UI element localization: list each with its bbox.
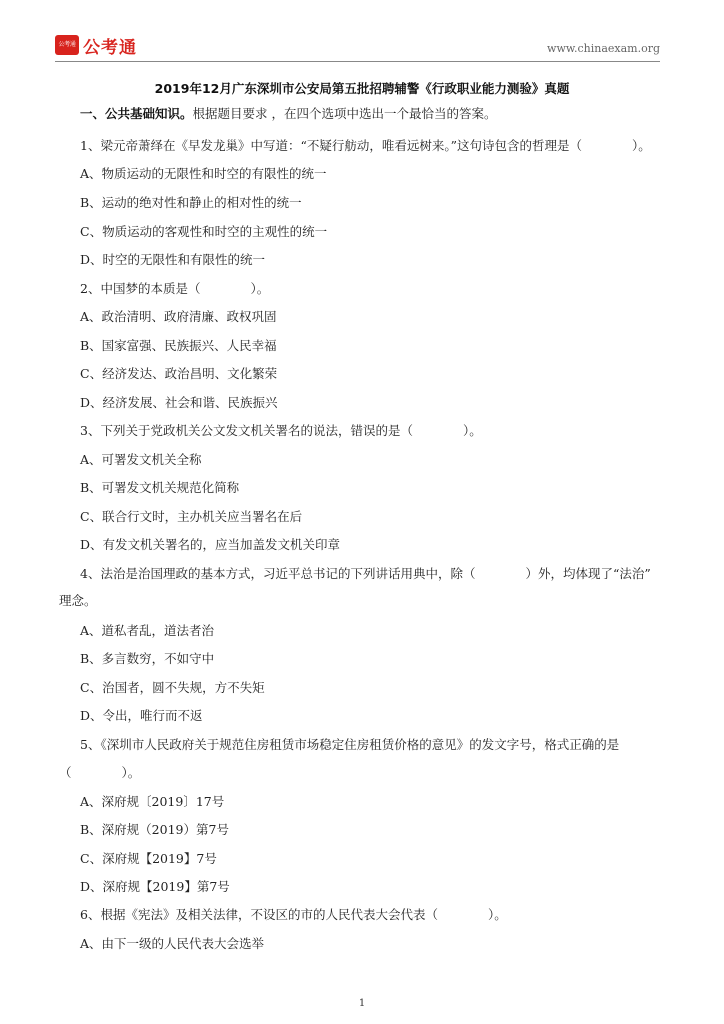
question-6-stem: 6、根据《宪法》及相关法律，不设区的市的人民代表大会代表（ ）。: [80, 907, 507, 922]
question-3-option-a: A、可署发文机关全称: [80, 452, 202, 467]
document-title: 2019年12月广东深圳市公安局第五批招聘辅警《行政职业能力测验》真题: [154, 81, 570, 96]
question-3-stem: 3、下列关于党政机关公文发文机关署名的说法，错误的是（ ）。: [80, 423, 482, 438]
question-2-option-b: B、国家富强、民族振兴、人民幸福: [80, 338, 277, 353]
question-4-option-a: A、道私者乱，道法者治: [80, 623, 215, 638]
question-2-option-a: A、政治清明、政府清廉、政权巩固: [80, 309, 277, 324]
question-2-option-c: C、经济发达、政治昌明、文化繁荣: [80, 366, 278, 381]
question-4-option-d: D、令出，唯行而不返: [80, 708, 203, 723]
question-3-option-c: C、联合行文时，主办机关应当署名在后: [80, 509, 303, 524]
question-1-option-a: A、物质运动的无限性和时空的有限性的统一: [80, 166, 327, 181]
question-5-option-a: A、深府规〔2019〕17号: [80, 794, 225, 809]
question-5-option-d: D、深府规【2019】第7号: [80, 879, 230, 894]
question-2-stem: 2、中国梦的本质是（ ）。: [80, 281, 270, 296]
page-header: [0, 0, 724, 64]
section-instruction: 根据题目要求 ，在四个选项中选出一个最恰当的答案。: [192, 106, 497, 121]
question-3-option-b: B、可署发文机关规范化简称: [80, 480, 240, 495]
section-heading: 一、公共基础知识。: [80, 106, 193, 121]
section-heading-line: [80, 106, 497, 122]
question-5-stem: 5、《深圳市人民政府关于规范住房租赁市场稳定住房租赁价格的意见》的发文字号，格式正确的是: [80, 737, 620, 752]
header-divider: [55, 61, 660, 62]
logo-badge-icon: 公考通: [55, 35, 79, 55]
site-url-link[interactable]: www.chinaexam.org: [547, 42, 660, 55]
question-4-option-b: B、多言数穷，不如守中: [80, 651, 215, 666]
brand-logo[interactable]: [55, 34, 137, 56]
logo-text: 公考通: [83, 37, 137, 58]
question-6-option-a: A、由下一级的人民代表大会选举: [80, 936, 265, 951]
question-5-option-b: B、深府规（2019）第7号: [80, 822, 229, 837]
question-1-option-b: B、运动的绝对性和静止的相对性的统一: [80, 195, 302, 210]
question-5-stem-continuation: （ ）。: [59, 765, 141, 780]
question-1-option-d: D、时空的无限性和有限性的统一: [80, 252, 266, 267]
question-2-option-d: D、经济发展、社会和谐、民族振兴: [80, 395, 278, 410]
question-5-option-c: C、深府规【2019】7号: [80, 851, 217, 866]
question-1-option-c: C、物质运动的客观性和时空的主观性的统一: [80, 224, 328, 239]
question-4-stem: 4、法治是治国理政的基本方式，习近平总书记的下列讲话用典中，除（ ）外，均体现了“法治”: [80, 566, 651, 581]
question-4-option-c: C、治国者，圆不失规，方不失矩: [80, 680, 265, 695]
page-number: 1: [358, 998, 366, 1009]
question-3-option-d: D、有发文机关署名的，应当加盖发文机关印章: [80, 537, 341, 552]
question-4-stem-continuation: 理念。: [59, 593, 97, 608]
question-1-stem: 1、梁元帝萧绎在《早发龙巢》中写道：“不疑行舫动，唯看远树来。”这句诗包含的哲理是（ ）。: [80, 138, 651, 153]
